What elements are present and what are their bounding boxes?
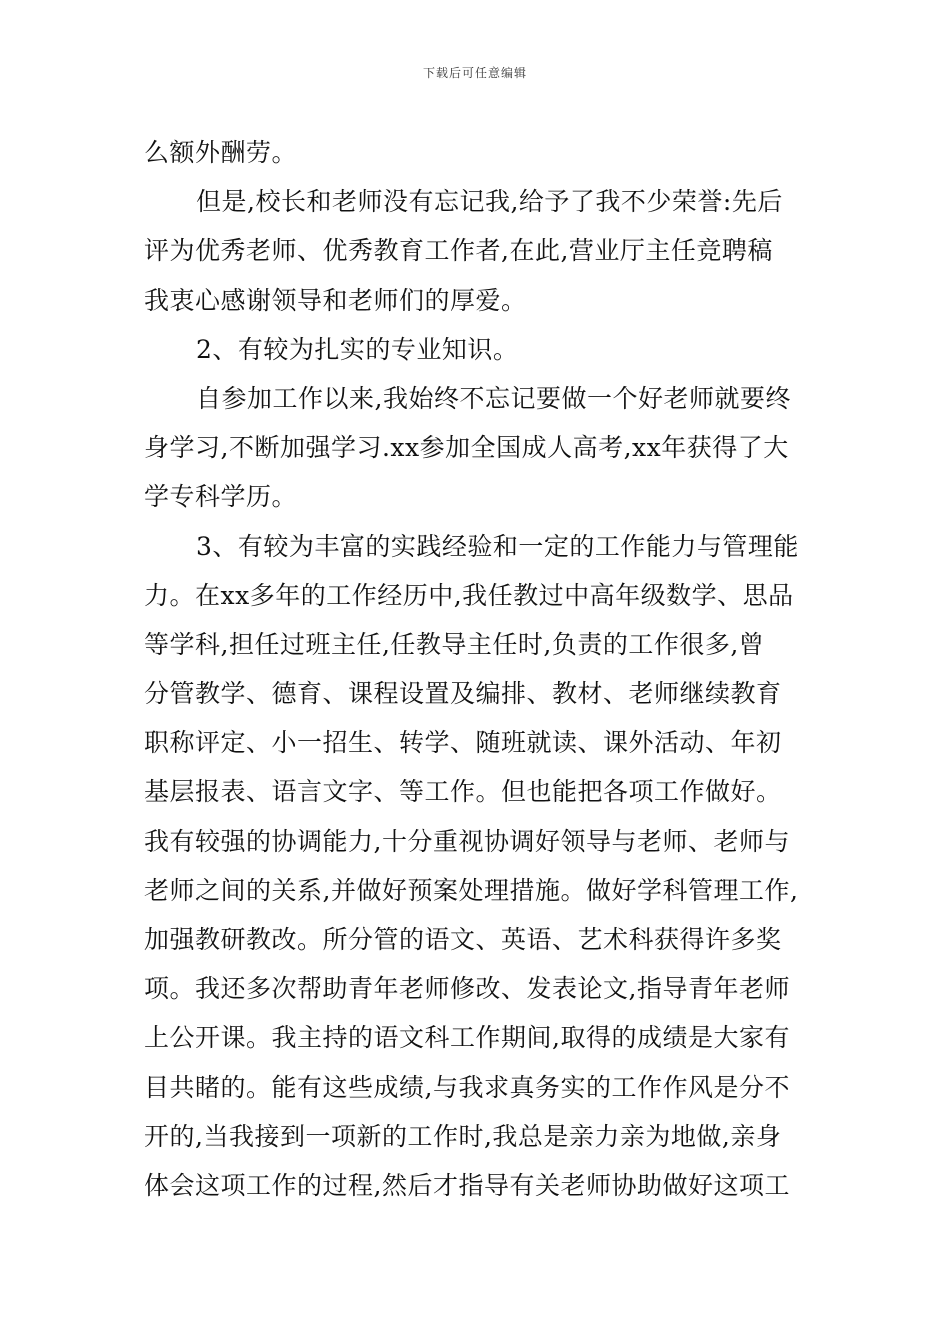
text-line: 力。在xx多年的工作经历中,我任教过中高年级数学、思品 xyxy=(144,580,794,610)
document-body xyxy=(144,128,814,1210)
text-line: 但是,校长和老师没有忘记我,给予了我不少荣誉:先后 xyxy=(196,187,783,217)
text-line: 我有较强的协调能力,十分重视协调好领导与老师、老师与 xyxy=(144,826,790,856)
text-line: 我衷心感谢领导和老师们的厚爱。 xyxy=(144,285,527,315)
text-line: 自参加工作以来,我始终不忘记要做一个好老师就要终 xyxy=(196,383,791,413)
text-line: 加强教研教改。所分管的语文、英语、艺术科获得许多奖 xyxy=(144,925,782,954)
text-line: 分管教学、德育、课程设置及编排、教材、老师继续教育 xyxy=(144,679,782,709)
text-line: 身学习,不断加强学习.xx参加全国成人高考,xx年获得了大 xyxy=(144,433,789,463)
text-line: 学专科学历。 xyxy=(144,482,298,512)
page-header: 下载后可任意编辑 xyxy=(422,66,527,80)
text-line: 职称评定、小一招生、转学、随班就读、课外活动、年初 xyxy=(144,728,782,758)
text-line: 上公开课。我主持的语文科工作期间,取得的成绩是大家有 xyxy=(144,1023,790,1053)
text-line: 开的,当我接到一项新的工作时,我总是亲力亲为地做,亲身 xyxy=(144,1121,782,1151)
text-line: 项。我还多次帮助青年老师修改、发表论文,指导青年老师 xyxy=(144,974,790,1004)
text-line: 老师之间的关系,并做好预案处理措施。做好学科管理工作, xyxy=(144,875,799,905)
text-line: 等学科,担任过班主任,任教导主任时,负责的工作很多,曾 xyxy=(144,629,765,659)
text-line: 体会这项工作的过程,然后才指导有关老师协助做好这项工 xyxy=(144,1170,790,1200)
text-line: 目共睹的。能有这些成绩,与我求真务实的工作作风是分不 xyxy=(144,1072,790,1102)
text-line: 评为优秀老师、优秀教育工作者,在此,营业厅主任竞聘稿 xyxy=(144,236,773,266)
text-line: 2、有较为扎实的专业知识。 xyxy=(196,334,519,364)
text-line: 基层报表、语言文字、等工作。但也能把各项工作做好。 xyxy=(144,777,782,807)
text-line: 3、有较为丰富的实践经验和一定的工作能力与管理能 xyxy=(196,531,799,561)
text-line: 么额外酬劳。 xyxy=(144,138,298,167)
